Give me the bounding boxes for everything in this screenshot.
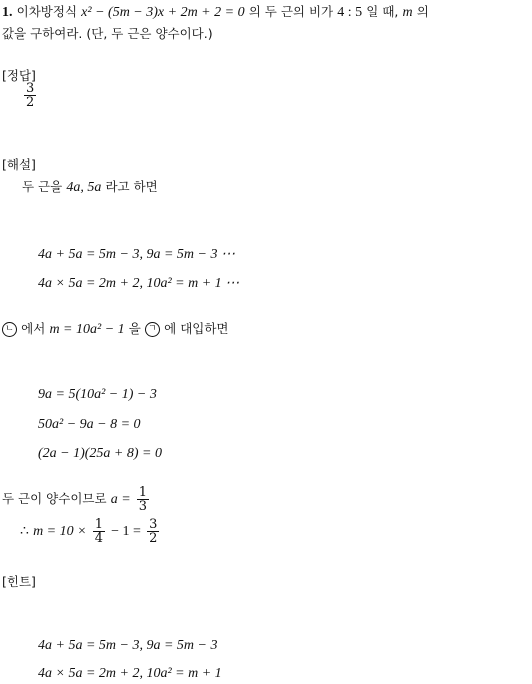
answer-denominator: 2 (26, 95, 35, 110)
problem-ratio: 4 : 5 (337, 5, 363, 20)
problem-text-part4: 의 (416, 4, 429, 19)
problem-text-part2: 의 두 근의 비가 (248, 4, 334, 19)
solution-eq3: 9a = 5(10a² − 1) − 3 (38, 387, 157, 402)
solution-eq4: 50a² − 9a − 8 = 0 (38, 417, 141, 432)
problem-var-m: m (402, 5, 413, 20)
solution-intro (22, 177, 158, 196)
conclusion-a-lhs: a = (110, 492, 131, 507)
substitution-text-1: 에서 (21, 321, 46, 336)
problem-text-part3: 일 때, (366, 4, 399, 19)
circled-n-marker: ㄴ (2, 322, 17, 337)
problem-equation: x² − (5m − 3)x + 2m + 2 = 0 (81, 5, 245, 20)
conclusion-text: 두 근이 양수이므로 (2, 491, 107, 506)
problem-number: 1. (2, 5, 13, 20)
hint-eq1: 4a + 5a = 5m − 3, 9a = 5m − 3 (38, 638, 218, 653)
conclusion-a-den: 3 (138, 499, 148, 514)
solution-intro-suffix: 라고 하면 (105, 179, 158, 194)
problem-line-1 (2, 2, 429, 21)
answer-numerator: 3 (26, 81, 35, 96)
m-expr-prefix: m = 10 × (33, 524, 87, 539)
hint-eq2: 4a × 5a = 2m + 2, 10a² = m + 1 (38, 666, 222, 681)
m-result-fraction (147, 518, 159, 545)
solution-intro-vars: 4a, 5a (66, 180, 102, 195)
answer-heading: [정답] (2, 68, 36, 83)
m-expr-mid: − 1 = (111, 524, 141, 539)
m-result-num: 3 (149, 517, 158, 532)
hint-heading: [힌트] (2, 574, 36, 589)
substitution-text-3: 에 대입하면 (164, 321, 229, 336)
m-expr-fraction (93, 518, 105, 545)
substitution-expr: m = 10a² − 1 (49, 322, 125, 337)
conclusion-a-fraction (137, 486, 149, 513)
m-frac-den: 4 (94, 531, 103, 546)
m-result-den: 2 (149, 531, 158, 546)
solution-substitution (2, 319, 229, 338)
conclusion-a-num: 1 (138, 485, 148, 500)
circled-g-marker: ㄱ (145, 322, 160, 337)
m-frac-num: 1 (94, 517, 103, 532)
solution-eq1: 4a + 5a = 5m − 3, 9a = 5m − 3 ⋯ (38, 247, 235, 262)
solution-intro-prefix: 두 근을 (22, 179, 63, 194)
answer-fraction (22, 82, 38, 109)
solution-conclusion (2, 486, 151, 513)
therefore-symbol: ∴ (20, 524, 29, 539)
solution-therefore-line (20, 518, 161, 545)
problem-line-2: 값을 구하여라. (단, 두 근은 양수이다.) (2, 26, 213, 41)
solution-eq5: (2a − 1)(25a + 8) = 0 (38, 446, 162, 461)
solution-heading: [해설] (2, 157, 36, 172)
substitution-text-2: 을 (128, 321, 141, 336)
problem-text-part1: 이차방정식 (16, 4, 78, 19)
solution-eq2: 4a × 5a = 2m + 2, 10a² = m + 1 ⋯ (38, 276, 240, 291)
